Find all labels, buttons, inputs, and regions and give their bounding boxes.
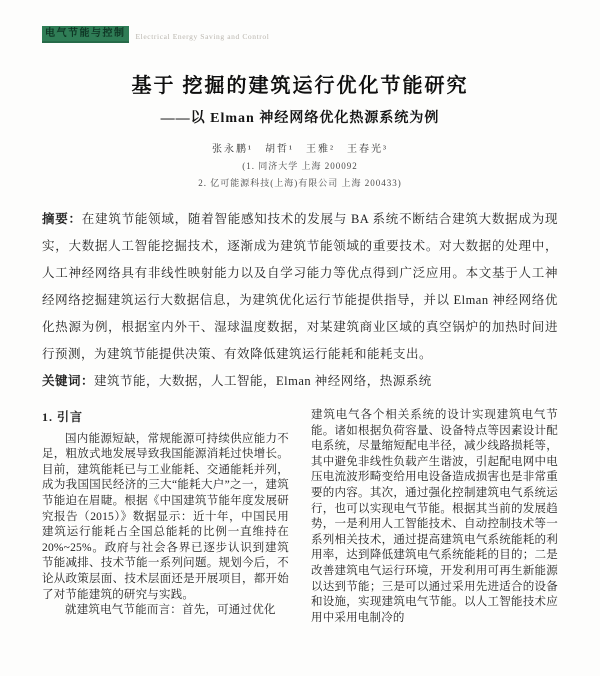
left-column-paragraph-2: 就建筑电气节能而言：首先，可通过优化 bbox=[65, 604, 276, 617]
journal-logo-badge: 电气节能与控制 bbox=[42, 26, 129, 43]
two-column-body bbox=[42, 408, 558, 626]
keywords-label: 关键词： bbox=[42, 374, 95, 388]
journal-header bbox=[42, 26, 558, 43]
abstract-paragraph bbox=[42, 206, 558, 368]
affiliation-line-2: 2. 亿可能源科技(上海)有限公司 上海 200433) bbox=[198, 178, 402, 188]
left-column-paragraph-1: 国内能源短缺，常规能源可持续供应能力不足，粗放式地发展导致我国能源消耗过快增长。目前，建筑能耗已与工业能耗、交通能耗并列，成为我国国民经济的三大“能耗大户”之一，建筑节能迫在眉睫。根据《中国建筑节能年度发展研究报告（2015）》数据显示：近十年，中国民用建筑运行能耗占全国总能耗的比例一直维持在 20%~25%。政府与社会各界已逐步认识到建筑节能减排、技术节能一系列问题。规划今后，不论从政策层面、技术层面还是开展项目，都开始了对节能建筑的研究与实践。 bbox=[42, 432, 289, 601]
paper-subtitle: ——以 Elman 神经网络优化热源系统为例 bbox=[160, 111, 440, 126]
abstract-text: 在建筑节能领域，随着智能感知技术的发展与 BA 系统不断结合建筑大数据成为现实，大数据人工智能挖掘技术，逐渐成为建筑节能领域的重要技术。对大数据的处理中，人工神经网络具有非线性映射能力以及自学习能力等优点得到广泛应用。本文基于人工神经网络挖掘建筑运行大数据信息，为建筑优化运行节能提供指导，并以 Elman 神经网络优化热源为例，根据室内外干、湿球温度数据，对某建筑商业区域的真空锅炉的加热时间进行预测，为建筑节能提供决策、有效降低建筑运行能耗和能耗支出。 bbox=[42, 212, 558, 361]
abstract-label: 摘要： bbox=[42, 212, 82, 226]
section-1-heading: 1. 引言 bbox=[42, 410, 84, 424]
keywords-line bbox=[42, 368, 558, 395]
journal-name-english: Electrical Energy Saving and Control bbox=[135, 32, 270, 41]
right-column bbox=[311, 408, 558, 626]
left-column bbox=[42, 408, 289, 626]
right-column-paragraph-1: 建筑电气各个相关系统的设计实现建筑电气节能。诸如根据负荷容量、设备特点等因素设计配电系统，尽量缩短配电半径，减少线路损耗等，其中避免非线性负载产生谐波，引起配电网中电压电流波形畸变给用电设备造成损害也是非常重要的内容。其次，通过强化控制建筑电气系统运行，也可以实现电气节能。根据其当前的发展趋势，一是利用人工智能技术、自动控制技术等一系列相关技术，通过提高建筑电气系统能耗的利用率，达到降低建筑电气系统能耗的目的；二是改善建筑电气运行环境，开发利用可再生新能源以达到节能；三是可以通过采用先进适合的设备和设施，实现建筑电气节能。以人工智能技术应用中采用电制冷的 bbox=[311, 409, 558, 624]
affiliation-line-1: (1. 同济大学 上海 200092 bbox=[242, 161, 358, 171]
authors-line: 张永鹏¹ 胡哲¹ 王雅² 王春光³ bbox=[212, 144, 388, 155]
paper-title: 基于 挖掘的建筑运行优化节能研究 bbox=[131, 75, 469, 97]
keywords-text: 建筑节能，大数据，人工智能，Elman 神经网络，热源系统 bbox=[94, 374, 432, 388]
